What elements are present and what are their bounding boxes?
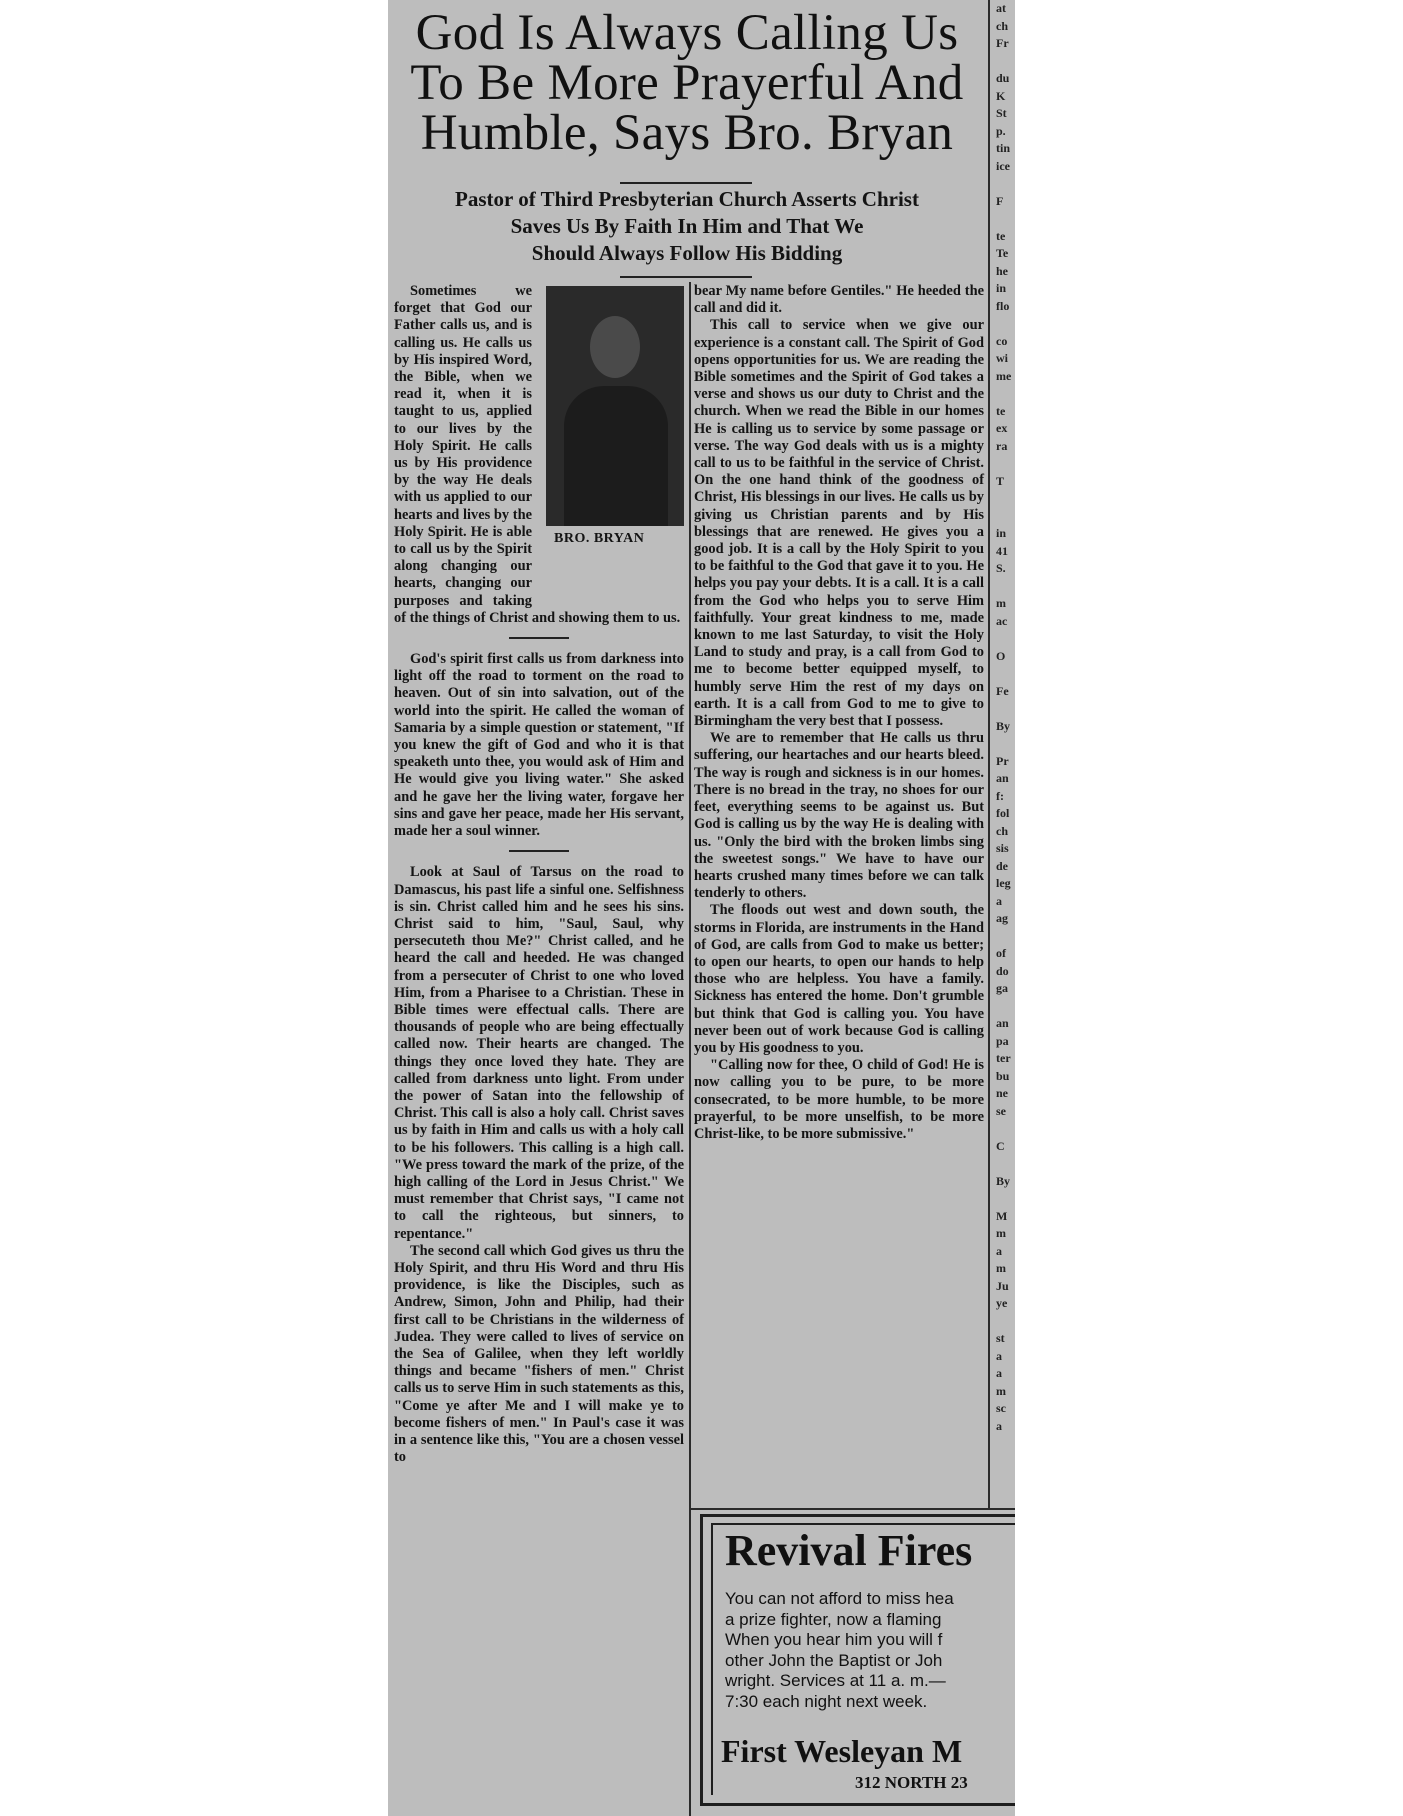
edge-fragment <box>996 490 1015 508</box>
edge-fragment: Ju <box>996 1278 1009 1293</box>
edge-fragment: St <box>996 106 1007 120</box>
edge-fragment: a <box>996 1243 1002 1258</box>
edge-fragment <box>996 53 1015 71</box>
edge-fragment <box>996 578 1015 596</box>
edge-fragment: ne <box>996 1086 1008 1100</box>
section-divider <box>509 850 569 852</box>
paragraph: bear My name before Gentiles." He heeded the call and did it. <box>694 283 984 317</box>
portrait-photo <box>546 286 684 526</box>
headline <box>388 5 986 161</box>
edge-fragment: me <box>996 368 1012 383</box>
edge-fragment: ac <box>996 613 1008 628</box>
edge-fragment: ch <box>996 823 1008 838</box>
edge-fragment <box>996 315 1015 333</box>
edge-fragment: flo <box>996 298 1010 313</box>
edge-fragment: leg <box>996 876 1011 890</box>
edge-fragment <box>996 1120 1015 1138</box>
newspaper-clipping <box>388 0 1015 1816</box>
ad-line: You can not afford to miss hea <box>725 1589 954 1608</box>
ad-address: 312 NORTH 23 <box>855 1773 968 1792</box>
edge-fragment: in <box>996 526 1007 540</box>
photo-block <box>540 286 684 594</box>
edge-fragment: C <box>996 1138 1005 1153</box>
column-rule <box>988 0 990 1510</box>
edge-fragment: ter <box>996 1051 1011 1065</box>
article-column-1 <box>394 283 684 1466</box>
edge-fragment: Te <box>996 246 1009 260</box>
headline-rule <box>620 182 752 184</box>
edge-fragment: in <box>996 281 1007 295</box>
article-column-2 <box>694 283 984 1143</box>
paragraph: This call to service when we give our experience is a constant call. The Spirit of God opens opportunities for us. We are reading the Bible sometimes and the Spirit of God takes a verse and shows us our duty to Christ and the church. When we read the Bible in our homes He is calling us to service by some passage or verse. The way God deals with us is a mighty call to us to be faithful in the service of Christ. On the one hand think of the goodness of Christ, His blessings in our lives. He calls us by giving us Christian parents and by His blessings that are renewed. He gives you a good job. It is a call by the Holy Spirit to you to be faithful to the God that gave it to you. He helps you pay your debts. It is a call. It is a call from the God who helps you to serve Him faithfully. Your great kindness to me, made known to me last Saturday, to visit the Holy Land to study and pray, is a call from God to me to become better equipped myself, to humbly serve Him the rest of my days on earth. It is a call from God to me to give to Birmingham the very best that I possess. <box>694 317 984 730</box>
edge-fragment: te <box>996 228 1006 243</box>
edge-fragment: bu <box>996 1068 1010 1083</box>
edge-fragment: of <box>996 946 1006 960</box>
edge-fragment: p. <box>996 123 1006 138</box>
edge-fragment: an <box>996 1016 1009 1030</box>
edge-fragment: ch <box>996 18 1008 33</box>
edge-fragment: co <box>996 333 1008 348</box>
ad-line: 7:30 each night next week. <box>725 1691 928 1711</box>
edge-fragment: O <box>996 648 1006 663</box>
edge-fragment <box>996 665 1015 683</box>
edge-fragment: Fr <box>996 36 1009 50</box>
edge-fragment: du <box>996 71 1010 85</box>
revival-advertisement <box>700 1514 1015 1806</box>
edge-fragment: at <box>996 1 1006 15</box>
ad-body <box>725 1589 1015 1712</box>
ad-line: When you hear him you will f <box>725 1630 943 1649</box>
edge-fragment: a <box>996 1348 1002 1363</box>
edge-fragment: Pr <box>996 753 1009 768</box>
edge-fragment: m <box>996 596 1006 610</box>
edge-fragment: 41 <box>996 543 1008 558</box>
ad-line: a prize fighter, now a flaming <box>725 1609 942 1629</box>
edge-fragment: ag <box>996 911 1008 925</box>
edge-fragment <box>996 385 1015 403</box>
edge-fragment: f: <box>996 788 1004 803</box>
edge-fragment: K <box>996 88 1006 103</box>
ad-line: other John the Baptist or Joh <box>725 1650 943 1670</box>
edge-fragment: sc <box>996 1401 1006 1415</box>
edge-fragment: ex <box>996 421 1008 435</box>
edge-fragment: sis <box>996 841 1009 855</box>
ad-title: Revival Fires <box>725 1526 973 1575</box>
edge-fragment: m <box>996 1226 1006 1240</box>
edge-fragment: ice <box>996 158 1010 173</box>
edge-fragment <box>996 1155 1015 1173</box>
paragraph: Look at Saul of Tarsus on the road to Damascus, his past life a sinful one. Selfishness is sin. Christ called him and he sees his sins. Christ said to him, "Saul, Saul, why persecuteth thou Me?" Christ called, and he heard the call and heeded. He was changed from a persecuter of Christ to one who loved Him, from a Pharisee to a Christian. These in Bible times were effectual calls. There are thousands of people who are being effectually called now. Their hearts are changed. The things they once loved they hate. They are called from darkness unto light. From under the power of Satan into the fellowship of Christ. This call is also a holy call. Christ saves us by faith in Him and calls us with a holy call to be his followers. This calling is a high call. "We press toward the mark of the prize, of the high calling of the Lord in Jesus Christ." We must remember that Christ says, "I came not to call the righteous, but sinners, to repentance." <box>394 864 684 1242</box>
edge-fragment <box>996 1190 1015 1208</box>
edge-fragment: By <box>996 1173 1011 1188</box>
edge-fragment: wi <box>996 351 1008 365</box>
edge-fragment: pa <box>996 1033 1009 1048</box>
edge-fragment: ga <box>996 981 1008 995</box>
edge-fragment: an <box>996 771 1009 785</box>
edge-fragment: Fe <box>996 683 1009 698</box>
paragraph: "Calling now for thee, O child of God! He is now calling you to be pure, to be more consecrated, to be more humble, to be more prayerful, to be more unselfish, to be more Christ-like, to be more submissive." <box>694 1057 984 1142</box>
edge-fragment: F <box>996 193 1004 208</box>
paragraph: We are to remember that He calls us thru suffering, our heartaches and our hearts bleed. The way is rough and sickness is in our homes. There is no bread in the tray, no shoes for our feet, everything seems to be against us. But God is calling us by the way He is dealing with us. "Only the bird with the broken limbs sing the sweetest songs." We have to have our hearts crushed many times before we can talk tenderly to others. <box>694 730 984 902</box>
edge-fragment: do <box>996 963 1009 978</box>
headline-line-1: God Is Always Calling Us <box>415 5 959 61</box>
edge-fragment: m <box>996 1261 1006 1275</box>
column-rule <box>689 282 691 1816</box>
edge-fragment <box>996 508 1015 526</box>
paragraph: The floods out west and down south, the storms in Florida, are instruments in the Hand of God, are calls from God to make us better; to open our hearts, to open our hands to help those who are helpless. You have a family. Sickness has entered the home. Don't grumble but think that God is calling you. You have never been out of work because God is calling you by His goodness to you. <box>694 902 984 1056</box>
subheadline-line-3: Should Always Follow His Bidding <box>531 241 843 265</box>
photo-caption: BRO. BRYAN <box>554 531 645 546</box>
edge-fragment <box>996 998 1015 1016</box>
edge-fragment <box>996 630 1015 648</box>
edge-fragment: a <box>996 1366 1002 1380</box>
edge-fragment <box>996 455 1015 473</box>
ad-line: wright. Services at 11 a. m.— <box>725 1671 946 1690</box>
subheadline-line-1: Pastor of Third Presbyterian Church Asserts Christ <box>455 187 919 211</box>
edge-fragment <box>996 735 1015 753</box>
edge-fragment <box>996 175 1015 193</box>
headline-line-3: Humble, Says Bro. Bryan <box>420 105 954 161</box>
subheadline <box>388 186 986 267</box>
edge-fragment: te <box>996 403 1006 418</box>
edge-fragment: T <box>996 473 1005 488</box>
edge-fragment <box>996 928 1015 946</box>
subheadline-line-2: Saves Us By Faith In Him and That We <box>510 214 864 238</box>
edge-fragment: ra <box>996 438 1008 453</box>
edge-fragment: ye <box>996 1296 1008 1310</box>
edge-fragment: tin <box>996 141 1011 155</box>
edge-fragment: he <box>996 263 1008 278</box>
edge-fragment: m <box>996 1383 1006 1398</box>
ad-church-name: First Wesleyan M <box>721 1733 963 1769</box>
edge-fragment <box>996 1313 1015 1331</box>
edge-fragment <box>996 700 1015 718</box>
edge-fragment: S. <box>996 561 1006 575</box>
section-rule <box>690 1508 1015 1510</box>
subheadline-rule <box>620 276 752 278</box>
edge-fragment: M <box>996 1208 1008 1223</box>
edge-fragment: de <box>996 858 1008 873</box>
adjacent-column-fragments <box>996 0 1015 1435</box>
paragraph: The second call which God gives us thru the Holy Spirit, and thru His Word and thru His providence, is like the Disciples, such as Andrew, Simon, John and Philip, had their first call to be Christians in the wilderness of Judea. They were called to lives of service on the Sea of Galilee, when they left worldly things and became "fishers of men." Christ calls us to serve Him in such statements as this, "Come ye after Me and I will make ye to become fishers of men." In Paul's case it was in a sentence like this, "You are a chosen vessel to <box>394 1242 684 1466</box>
edge-fragment: se <box>996 1103 1006 1118</box>
paragraph: Sometimes we forget that God our Father calls us, and is calling us. He calls us by His inspired Word, the Bible, when we read it, when it is taught to us, applied to our lives by the Holy Spirit. He calls us by His providence by the way He deals with us applied to our hearts and lives by the Holy Spirit. He is able to call us by the Spirit along changing our hearts, changing our purposes and taking of the things of Christ and showing them to us. <box>394 283 681 626</box>
edge-fragment: By <box>996 718 1011 733</box>
edge-fragment: a <box>996 893 1002 908</box>
edge-fragment <box>996 210 1015 228</box>
edge-fragment: fol <box>996 806 1010 820</box>
headline-line-2: To Be More Prayerful And <box>410 55 964 111</box>
section-divider <box>509 637 569 639</box>
paragraph: God's spirit first calls us from darkness into light off the road to torment on the road to heaven. Out of sin into salvation, out of the world into the spirit. He called the woman of Samaria by a simple question or statement, "If you knew the gift of God and who it is that speaketh unto thee, you would ask of Him and He would give you living water." She asked and he gave her the living water, forgave her sins and gave her peace, made her His servant, made her a soul winner. <box>394 651 684 840</box>
edge-fragment: a <box>996 1418 1002 1433</box>
edge-fragment: st <box>996 1331 1005 1345</box>
